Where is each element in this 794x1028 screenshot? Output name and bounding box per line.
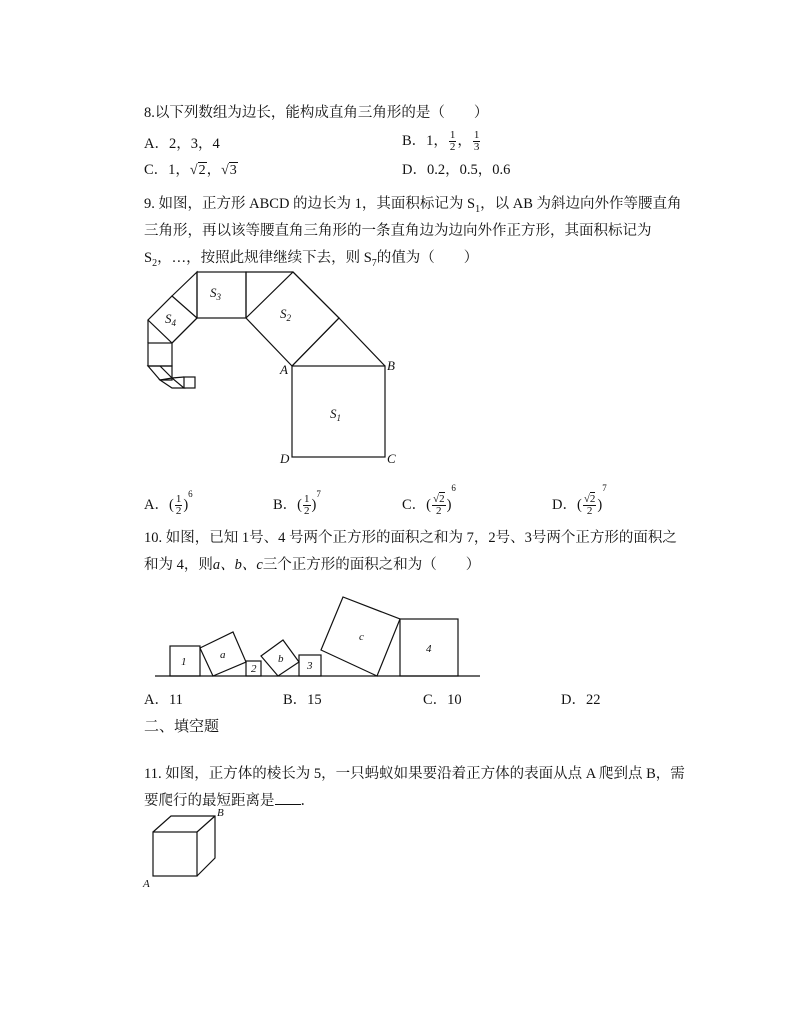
q11-line-1: 11. 如图，正方体的棱长为 5，一只蚂蚁如果要沿着正方体的表面从点 A 爬到点 B，需 xyxy=(144,766,685,782)
label-4: 4 xyxy=(426,643,432,655)
label-c: C xyxy=(387,451,396,466)
q9-option-d: D．( $\frac{√2}{2}$ )$^7$ xyxy=(552,483,607,517)
label-3: 3 xyxy=(307,660,313,672)
label-1: 1 xyxy=(181,656,187,668)
q9-line-3: $S_2$，…，按照此规律继续下去，则 $S_7$的值为（ ） xyxy=(144,250,479,269)
q10-option-a: A．11 xyxy=(144,692,183,708)
q10-option-d: D．22 xyxy=(561,692,601,708)
label-s1: $S_1$ xyxy=(330,406,341,423)
q8-stem: 8.以下列数组为边长，能构成直角三角形的是（ ） xyxy=(144,105,489,121)
q10-line-1: 10. 如图，已知 1号、4 号两个正方形的面积之和为 7，2号、3号两个正方形的面积之 xyxy=(144,530,677,546)
label-b: B xyxy=(387,358,395,373)
q8-option-b-prefix: B．1， xyxy=(402,132,448,149)
label-s2: $S_2$ xyxy=(280,306,291,323)
cube-label-a: A xyxy=(143,878,150,890)
q10-option-c: C．10 xyxy=(423,692,462,708)
q9-line-2: 三角形，再以该等腰直角三角形的一条直角边为边向外作正方形，其面积标记为 xyxy=(144,223,652,239)
cube-front-face xyxy=(153,832,197,876)
q8-option-d: D．0.2，0.5，0.6 xyxy=(402,162,511,178)
q11-line-2: 要爬行的最短距离是 ． xyxy=(144,793,315,809)
q9-option-a: A．( $\frac{1}{2}$ )$^6$ xyxy=(144,489,193,517)
q9-line-1: 9. 如图，正方形 ABCD 的边长为 1，其面积标记为 $S_1$，以 AB 为斜边向外作等腰直角 xyxy=(144,196,682,215)
label-s3: $S_3$ xyxy=(210,285,221,302)
q9-option-c: C．( $\frac{√2}{2}$ )$^6$ xyxy=(402,483,456,517)
q10-line-2: 和为 4，则a、b、c三个正方形的面积之和为（ ） xyxy=(144,557,481,573)
q10-option-b: B．15 xyxy=(283,692,322,708)
section-title: 二、填空题 xyxy=(144,719,220,735)
q8-option-a: A．2，3，4 xyxy=(144,136,220,152)
label-a: a xyxy=(220,649,226,661)
label-2: 2 xyxy=(251,663,257,675)
cube-label-b: B xyxy=(217,807,224,819)
label-b: b xyxy=(278,653,284,665)
q8-c-root-2: √3 xyxy=(221,163,237,178)
q9-option-b: B．( $\frac{1}{2}$ )$^7$ xyxy=(273,489,321,517)
label-c: c xyxy=(359,631,364,643)
label-a: A xyxy=(280,362,288,377)
q8-c-root-1: √2 xyxy=(189,163,206,178)
label-d: D xyxy=(280,451,290,466)
label-s4: $S_4$ xyxy=(165,311,176,328)
q8-b-fraction-1: $\frac{1}{2}$ xyxy=(449,129,456,153)
q8-b-fraction-2: $\frac{1}{3}$ xyxy=(473,129,480,153)
q8-option-c: C．1，√2，√3 xyxy=(144,160,238,181)
q8-option-b: B．1， $\frac{1}{2}$ ， $\frac{1}{3}$ xyxy=(402,129,480,153)
